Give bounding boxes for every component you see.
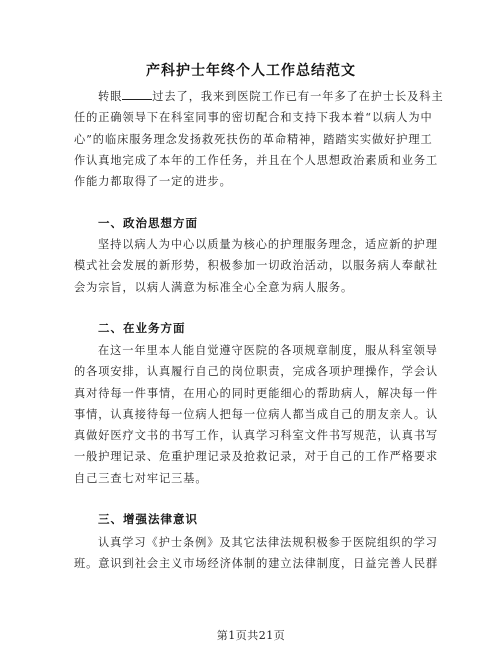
section-heading: 二、在业务方面	[98, 321, 186, 335]
paragraph-line: 的各项安排，认真履行自己的岗位职责，完成各项护理操作，学会认	[74, 365, 439, 379]
intro-paragraph	[74, 86, 444, 192]
section-paragraph	[74, 532, 439, 575]
paragraph-line: 自己三查七对牢记三基。	[74, 471, 208, 485]
document-title: 产科护士年终个人工作总结范文	[146, 63, 356, 79]
paragraph-line: 会为宗旨，以病人满意为标准全心全意为病人服务。	[74, 280, 354, 294]
paragraph-line: 转眼 过去了，我来到医院工作已有一年多了在护士长及科主	[74, 86, 429, 107]
paragraph-line: 真做好医疗文书的书写工作，认真学习科室文件书写规范，认真书写	[74, 429, 439, 443]
paragraph-line: 认真学习《护士条例》及其它法律法规积极参于医院组织的学习	[98, 536, 438, 549]
paragraph-line: 模式社会发展的新形势，积极参加一切政治活动，以服务病人奉献社	[74, 259, 439, 273]
section-heading: 一、政治思想方面	[98, 216, 198, 230]
blank-underline	[122, 87, 152, 100]
paragraph-line: 任的正确领导下在科室同事的密切配合和支持下我本着“以病人为中	[74, 111, 433, 125]
paragraph-line: 在这一年里本人能自觉遵守医院的各项规章制度，服从科室领导	[98, 344, 438, 357]
paragraph-line: 坚持以病人为中心以质量为核心的护理服务理念，适应新的护理	[98, 238, 438, 251]
paragraph-line: 作认真地完成了本年的工作任务，并且在个人思想政治素质和业务工	[74, 153, 439, 167]
section-paragraph	[74, 234, 439, 298]
section-heading: 三、增强法律意识	[98, 512, 198, 526]
section-paragraph	[74, 340, 439, 489]
paragraph-line: 真对待每一件事情，在用心的同时更能细心的帮助病人，解决每一件	[74, 386, 439, 400]
paragraph-line: 一般护理记录、危重护理记录及抢救记录，对于自己的工作严格要求	[74, 450, 439, 464]
paragraph-line: 班。意识到社会主义市场经济体制的建立法律制度，日益完善人民群	[74, 557, 439, 571]
paragraph-line: 事情，认真接待每一位病人把每一位病人都当成自己的朋友亲人。认	[74, 407, 439, 421]
page-number: 第1页共21页	[216, 629, 286, 642]
paragraph-line: 心”的临床服务理念发扬救死扶伤的革命精神，踏踏实实做好护理工	[74, 132, 433, 146]
paragraph-line: 作能力都取得了一定的进步。	[74, 175, 232, 189]
